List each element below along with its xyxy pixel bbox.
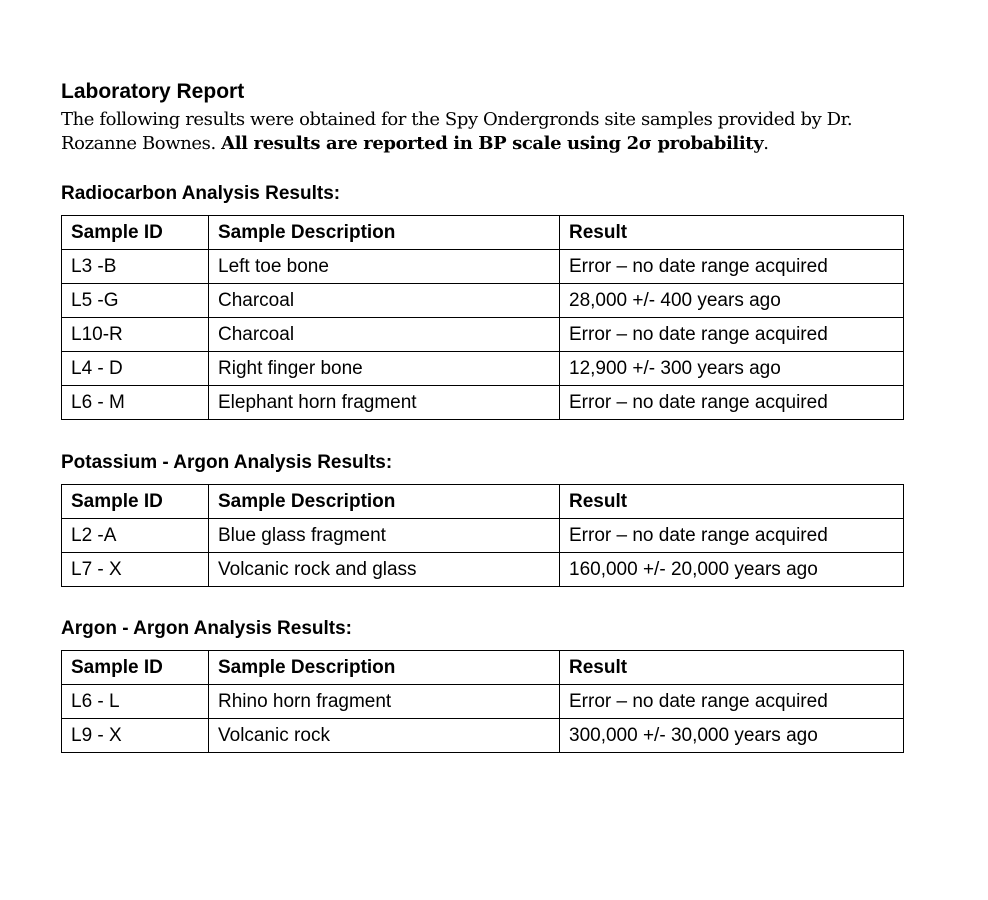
- argon-argon-heading: Argon - Argon Analysis Results:: [61, 618, 353, 639]
- sample-id-cell: L2 -A: [62, 519, 209, 553]
- radiocarbon-heading: Radiocarbon Analysis Results:: [61, 183, 341, 204]
- table-row: [62, 352, 904, 386]
- column-header-result: Result: [560, 216, 904, 250]
- sample-description-cell: Left toe bone: [209, 250, 560, 284]
- sample-description-cell: Blue glass fragment: [209, 519, 560, 553]
- table-row: [62, 685, 904, 719]
- sample-id-cell: L6 - L: [62, 685, 209, 719]
- potassium-argon-table: [61, 484, 904, 587]
- table-row: [62, 519, 904, 553]
- table-header-row: [62, 651, 904, 685]
- sample-id-cell: L10-R: [62, 318, 209, 352]
- column-header-sample-description: Sample Description: [209, 485, 560, 519]
- result-cell: Error – no date range acquired: [560, 318, 904, 352]
- sample-id-cell: L6 - M: [62, 386, 209, 420]
- column-header-sample-description: Sample Description: [209, 651, 560, 685]
- report-intro: [61, 108, 903, 156]
- result-cell: 12,900 +/- 300 years ago: [560, 352, 904, 386]
- potassium-argon-heading: Potassium - Argon Analysis Results:: [61, 452, 393, 473]
- sample-id-cell: L3 -B: [62, 250, 209, 284]
- table-header-row: [62, 216, 904, 250]
- sample-description-cell: Volcanic rock and glass: [209, 553, 560, 587]
- result-cell: 28,000 +/- 400 years ago: [560, 284, 904, 318]
- table-row: [62, 318, 904, 352]
- column-header-sample-description: Sample Description: [209, 216, 560, 250]
- table-row: [62, 553, 904, 587]
- column-header-result: Result: [560, 651, 904, 685]
- result-cell: Error – no date range acquired: [560, 250, 904, 284]
- intro-end: .: [763, 133, 769, 154]
- table-row: [62, 719, 904, 753]
- table-header-row: [62, 485, 904, 519]
- sample-id-cell: L4 - D: [62, 352, 209, 386]
- sample-id-cell: L7 - X: [62, 553, 209, 587]
- result-cell: Error – no date range acquired: [560, 685, 904, 719]
- sample-description-cell: Right finger bone: [209, 352, 560, 386]
- result-cell: Error – no date range acquired: [560, 386, 904, 420]
- column-header-sample-id: Sample ID: [62, 651, 209, 685]
- column-header-sample-id: Sample ID: [62, 216, 209, 250]
- argon-argon-table: [61, 650, 904, 753]
- result-cell: 160,000 +/- 20,000 years ago: [560, 553, 904, 587]
- table-row: [62, 386, 904, 420]
- report-title: Laboratory Report: [61, 80, 245, 103]
- column-header-sample-id: Sample ID: [62, 485, 209, 519]
- result-cell: Error – no date range acquired: [560, 519, 904, 553]
- sample-id-cell: L9 - X: [62, 719, 209, 753]
- sample-description-cell: Volcanic rock: [209, 719, 560, 753]
- sample-description-cell: Elephant horn fragment: [209, 386, 560, 420]
- sample-description-cell: Charcoal: [209, 284, 560, 318]
- report-page: [61, 78, 903, 753]
- sample-description-cell: Charcoal: [209, 318, 560, 352]
- table-row: [62, 284, 904, 318]
- radiocarbon-table: [61, 215, 904, 420]
- intro-text: The following results were obtained for the Spy Ondergronds site samples provided by Dr. Rozanne Bownes.: [61, 109, 853, 154]
- sample-description-cell: Rhino horn fragment: [209, 685, 560, 719]
- column-header-result: Result: [560, 485, 904, 519]
- sample-id-cell: L5 -G: [62, 284, 209, 318]
- table-row: [62, 250, 904, 284]
- intro-emphasis: All results are reported in BP scale using 2σ probability: [221, 133, 764, 154]
- result-cell: 300,000 +/- 30,000 years ago: [560, 719, 904, 753]
